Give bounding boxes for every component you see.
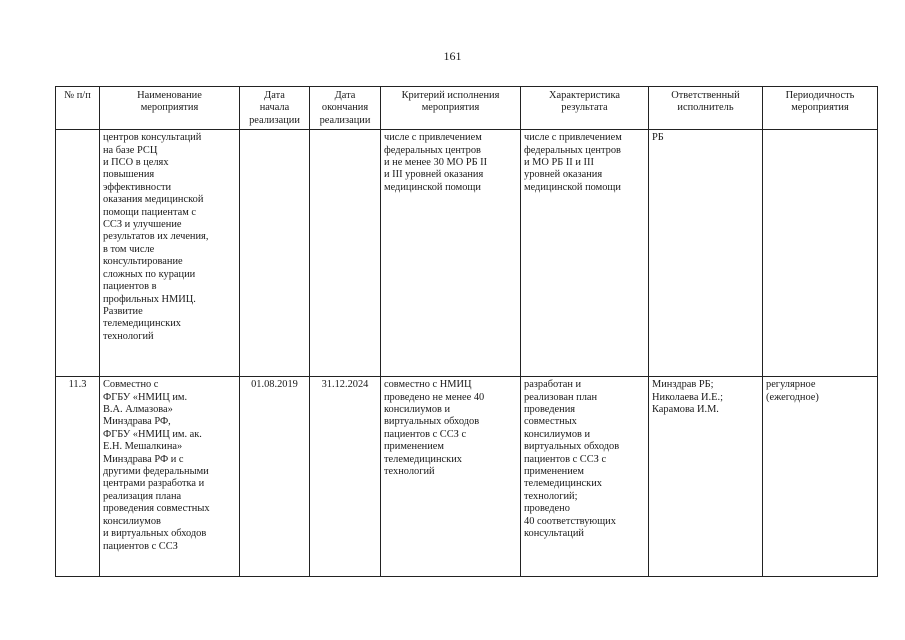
text-line: технологий; xyxy=(524,490,578,502)
text-line: помощи пациентам с xyxy=(103,206,197,218)
text-line: Минздрава РФ и с xyxy=(103,453,184,465)
header-result xyxy=(521,87,649,130)
header-criterion xyxy=(381,87,521,130)
header-responsible xyxy=(649,87,763,130)
text-line: центров консультаций xyxy=(103,132,202,144)
text-line: и не менее 30 МО РБ II xyxy=(384,157,488,169)
cell-start-date xyxy=(240,377,310,577)
text-line: пациентов с ССЗ с xyxy=(524,453,607,465)
text-line: повышения xyxy=(103,169,155,181)
header-row xyxy=(56,87,878,130)
text-line: реализация плана xyxy=(103,490,182,502)
text-line: профильных НМИЦ. xyxy=(103,293,196,305)
cell-responsible xyxy=(649,377,763,577)
text-line: медицинской помощи xyxy=(524,181,621,193)
text-line: сложных по курации xyxy=(103,268,196,280)
text-line: и III уровней оказания xyxy=(384,169,484,181)
text-line: другими федеральными xyxy=(103,466,209,478)
text-line: мероприятия xyxy=(791,102,849,114)
text-line: Дата xyxy=(334,90,356,101)
table-row xyxy=(56,377,878,577)
text-line: консультаций xyxy=(524,528,584,540)
cell-end-date xyxy=(310,130,381,377)
text-line: проведено не менее 40 xyxy=(384,391,485,403)
text-line: мероприятия xyxy=(421,102,480,114)
text-line: Карамова И.М. xyxy=(652,404,719,416)
header-number xyxy=(56,87,100,130)
text-line: совместно с НМИЦ xyxy=(384,379,472,391)
text-line: консилиумов xyxy=(103,515,161,527)
text-line: ФГБУ «НМИЦ им. xyxy=(103,391,188,403)
text-line: начала xyxy=(259,102,290,114)
text-line: (ежегодное) xyxy=(766,391,819,403)
text-line: на базе РСЦ xyxy=(103,144,158,156)
text-line: окончания xyxy=(321,102,369,114)
cell-number xyxy=(56,377,100,577)
text-line: Периодичность xyxy=(785,90,855,101)
text-line: Наименование xyxy=(137,90,202,101)
text-line: 11.3 xyxy=(68,379,87,391)
text-line: телемедицинских xyxy=(103,318,181,330)
text-line: 01.08.2019 xyxy=(251,379,298,391)
cell-name xyxy=(100,377,240,577)
cell-number xyxy=(56,130,100,377)
text-line: телемедицинских xyxy=(524,478,602,490)
text-line: результатов их лечения, xyxy=(103,231,209,243)
text-line: виртуальных обходов xyxy=(524,441,620,453)
table-row xyxy=(56,130,878,377)
text-line: реализован план xyxy=(524,391,598,403)
text-line: эффективности xyxy=(103,181,172,193)
text-line: в том числе xyxy=(103,243,155,255)
text-line: пациентов в xyxy=(103,281,157,293)
text-line: консилиумов и xyxy=(524,428,591,440)
cell-start-date xyxy=(240,130,310,377)
text-line: консультирование xyxy=(103,256,183,268)
cell-result xyxy=(521,130,649,377)
text-line: Дата xyxy=(264,90,285,101)
text-line: и виртуальных обходов xyxy=(103,528,207,540)
text-line: Е.Н. Мешалкина» xyxy=(103,441,183,453)
text-line: и МО РБ II и III xyxy=(524,157,594,169)
text-line: № п/п xyxy=(64,90,91,101)
text-line: Минздрав РБ; xyxy=(652,379,714,391)
text-line: виртуальных обходов xyxy=(384,416,480,428)
text-line: Характеристика xyxy=(549,90,620,101)
page-number: 161 xyxy=(443,49,462,63)
text-line: 31.12.2024 xyxy=(321,379,369,391)
text-line: уровней оказания xyxy=(524,169,603,181)
text-line: результата xyxy=(561,102,608,114)
text-line: ССЗ и улучшение xyxy=(103,219,182,231)
text-line: телемедицинских xyxy=(384,453,462,465)
text-line: Минздрава РФ, xyxy=(103,416,171,428)
text-line: проведения совместных xyxy=(103,503,210,515)
cell-result xyxy=(521,377,649,577)
cell-criterion xyxy=(381,377,521,577)
text-line: пациентов с ССЗ с xyxy=(384,428,467,440)
cell-end-date xyxy=(310,377,381,577)
text-line: Николаева И.Е.; xyxy=(652,391,723,403)
text-line: совместных xyxy=(524,416,577,428)
text-line: и ПСО в целях xyxy=(103,157,169,169)
cell-name xyxy=(100,130,240,377)
text-line: реализации xyxy=(319,114,371,126)
text-line: мероприятия xyxy=(140,102,199,114)
text-line: пациентов с ССЗ xyxy=(103,540,178,552)
text-line: РБ xyxy=(652,132,664,144)
cell-periodicity xyxy=(763,377,878,577)
text-line: реализации xyxy=(249,114,300,126)
header-start-date xyxy=(240,87,310,130)
activities-table xyxy=(55,86,878,577)
header-name xyxy=(100,87,240,130)
text-line: федеральных центров xyxy=(384,144,481,156)
text-line: федеральных центров xyxy=(524,144,621,156)
header-periodicity xyxy=(763,87,878,130)
text-line: медицинской помощи xyxy=(384,181,481,193)
text-line: исполнитель xyxy=(677,102,734,114)
text-line: применением xyxy=(524,466,584,478)
text-line: числе с привлечением xyxy=(524,132,622,144)
cell-criterion xyxy=(381,130,521,377)
text-line: проведено xyxy=(524,503,570,515)
text-line: технологий xyxy=(103,330,154,342)
text-line: Развитие xyxy=(103,305,143,317)
text-line: Совместно с xyxy=(103,379,159,391)
text-line: центрами разработка и xyxy=(103,478,205,490)
text-line: разработан и xyxy=(524,379,582,391)
cell-periodicity xyxy=(763,130,878,377)
text-line: В.А. Алмазова» xyxy=(103,404,173,416)
text-line: проведения xyxy=(524,404,576,416)
header-end-date xyxy=(310,87,381,130)
text-line: числе с привлечением xyxy=(384,132,482,144)
text-line: технологий xyxy=(384,466,435,478)
text-line: ФГБУ «НМИЦ им. ак. xyxy=(103,428,202,440)
text-line: регулярное xyxy=(766,379,816,391)
text-line: применением xyxy=(384,441,444,453)
text-line: Критерий исполнения xyxy=(401,90,500,101)
cell-responsible xyxy=(649,130,763,377)
text-line: Ответственный xyxy=(671,90,740,101)
text-line: 40 соответствующих xyxy=(524,515,616,527)
text-line: оказания медицинской xyxy=(103,194,204,206)
text-line: консилиумов и xyxy=(384,404,451,416)
